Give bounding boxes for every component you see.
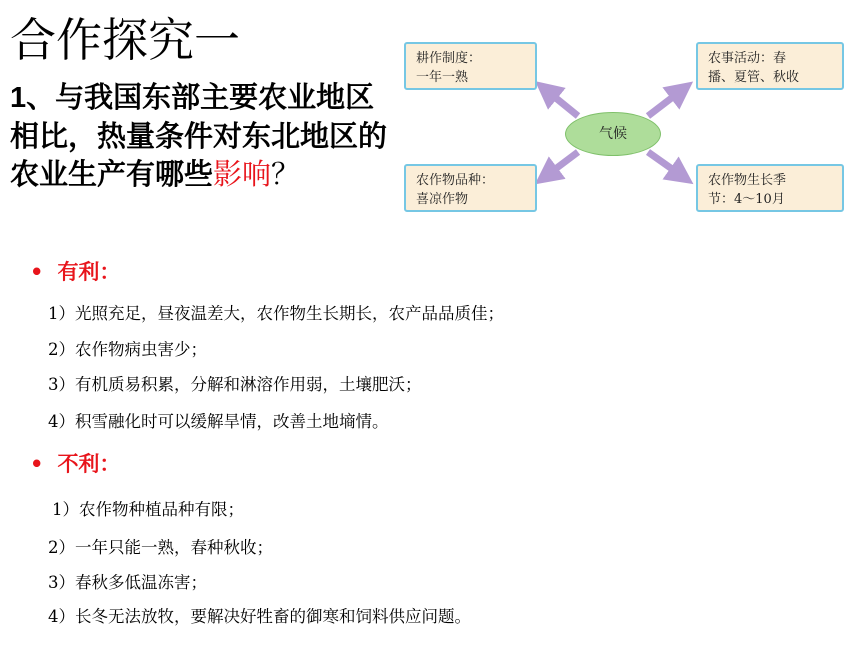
list-item: 3）有机质易积累，分解和淋溶作用弱，土壤肥沃； xyxy=(48,375,422,394)
list-item: 2）农作物病虫害少； xyxy=(48,340,207,359)
heading-label: 有利： xyxy=(57,260,121,284)
heading-label: 不利： xyxy=(57,452,121,476)
box-farming-system xyxy=(404,42,537,90)
arrow-bottom-left xyxy=(546,152,578,176)
question-highlight: 影响 xyxy=(213,157,272,191)
bullet-icon: • xyxy=(30,260,44,284)
list-item: 4）长冬无法放牧，要解决好牲畜的御寒和饲料供应问题。 xyxy=(48,607,471,626)
box-farm-activities xyxy=(696,42,844,90)
climate-diagram xyxy=(400,40,852,224)
box-line: 节：4～10月 xyxy=(708,192,785,207)
box-growing-season xyxy=(696,164,844,212)
box-line: 播、夏管、秋收 xyxy=(708,70,800,85)
box-line: 农作物生长季 xyxy=(708,173,787,188)
arrow-bottom-right xyxy=(648,152,682,176)
list-item: 2）一年只能一熟，春种秋收； xyxy=(48,538,273,557)
list-item: 3）春秋多低温冻害； xyxy=(48,573,207,592)
disadvantages-heading xyxy=(30,448,120,478)
list-item: 4）积雪融化时可以缓解旱情，改善土地墒情。 xyxy=(48,412,389,431)
bullet-icon: • xyxy=(30,452,44,476)
question-number: 1 xyxy=(10,82,27,114)
question-mark: ？ xyxy=(271,157,301,191)
box-line: 一年一熟 xyxy=(416,70,469,85)
question-main: 、与我国东部主要农业地区相比，热量条件对东北地区的农业生产有哪些 xyxy=(10,80,388,191)
box-line: 农作物品种： xyxy=(416,173,495,188)
box-crop-varieties xyxy=(404,164,537,212)
page-title: 合作探究一 xyxy=(10,13,240,67)
box-line: 农事活动：春 xyxy=(708,51,787,66)
box-line: 喜凉作物 xyxy=(416,192,469,207)
box-line: 耕作制度： xyxy=(416,51,482,66)
list-item: 1）光照充足，昼夜温差大，农作物生长期长，农产品品质佳； xyxy=(48,304,504,323)
advantages-heading xyxy=(30,256,120,286)
list-item: 1）农作物种植品种有限； xyxy=(52,500,244,519)
arrow-top-right xyxy=(648,90,682,116)
question-text xyxy=(10,78,395,193)
climate-center: 气候 xyxy=(565,112,661,156)
arrow-top-left xyxy=(546,90,578,116)
